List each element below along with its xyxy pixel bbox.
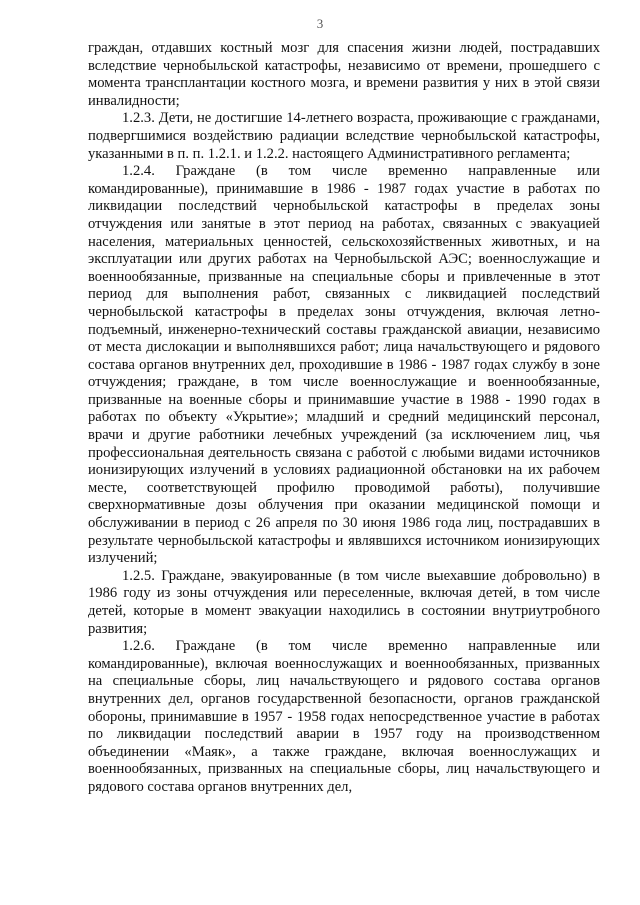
paragraph-1-2-5: 1.2.5. Граждане, эвакуированные (в том числе выехавшие добровольно) в 1986 году из зоны отчуждения или переселенные, включая детей, в том числе детей, которые в момент эвакуации находились в состоянии внутриутробного развития; xyxy=(88,567,600,637)
paragraph-1-2-4: 1.2.4. Граждане (в том числе временно направленные или командированные), принимавшие в 1986 - 1987 годах участие в работах по ликвидации последствий чернобыльской катастрофы в пределах зоны отчуждения или занятые в этот период на работах, связанных с эвакуацией населения, материальных ценностей, сельскохозяйственных животных, и на эксплуатации или других работах на Чернобыльской АЭС; военнослужащие и военнообязанные, призванные на специальные сборы и привлеченные в этот период для выполнения работ, связанных с ликвидацией последствий чернобыльской катастрофы в пределах зоны отчуждения, включая летно-подъемный, инженерно-технический составы гражданской авиации, независимо от места дислокации и выполнявшихся работ; лица начальствующего и рядового состава органов внутренних дел, проходившие в 1986 - 1987 годах службу в зоне отчуждения; граждане, в том числе военнослужащие и военнообязанные, призванные на военные сборы и принимавшие участие в 1988 - 1990 годах в работах по объекту «Укрытие»; младший и средний медицинский персонал, врачи и другие работники лечебных учреждений (за исключением лиц, чья профессиональная деятельность связана с работой с любыми видами источников ионизирующих излучений в условиях радиационной обстановки на их рабочем месте, соответствующей профилю проводимой работы), получившие сверхнормативные дозы облучения при оказании медицинской помощи и обслуживании в период с 26 апреля по 30 июня 1986 года лиц, пострадавших в результате чернобыльской катастрофы и являвшихся источником ионизирующих излучений; xyxy=(88,163,600,567)
paragraph-continuation: граждан, отдавших костный мозг для спасения жизни людей, пострадавших вследствие чернобыльской катастрофы, независимо от времени, прошедшего с момента трансплантации костного мозга, и времени развития у них в этой связи инвалидности; xyxy=(88,40,600,109)
paragraph-1-2-3: 1.2.3. Дети, не достигшие 14-летнего возраста, проживающие с гражданами, подвергшимися воздействию радиации вследствие чернобыльской катастрофы, указанными в п. п. 1.2.1. и 1.2.2. настоящего Административного регламента; xyxy=(88,110,600,162)
document-body xyxy=(88,40,600,797)
paragraph-1-2-6: 1.2.6. Граждане (в том числе временно направленные или командированные), включая военнослужащих и военнообязанных, призванных на специальные сборы, лиц начальствующего и рядового состава органов внутренних дел, органов государственной безопасности, органов гражданской обороны, принимавшие в 1957 - 1958 годах непосредственное участие в работах по ликвидации последствий аварии в 1957 году на производственном объединении «Маяк», а также граждане, включая военнослужащих и военнообязанных, призванных на специальные сборы, лиц начальствующего и рядового состава органов внутренних дел, xyxy=(88,638,600,795)
page-number: 3 xyxy=(316,16,324,31)
